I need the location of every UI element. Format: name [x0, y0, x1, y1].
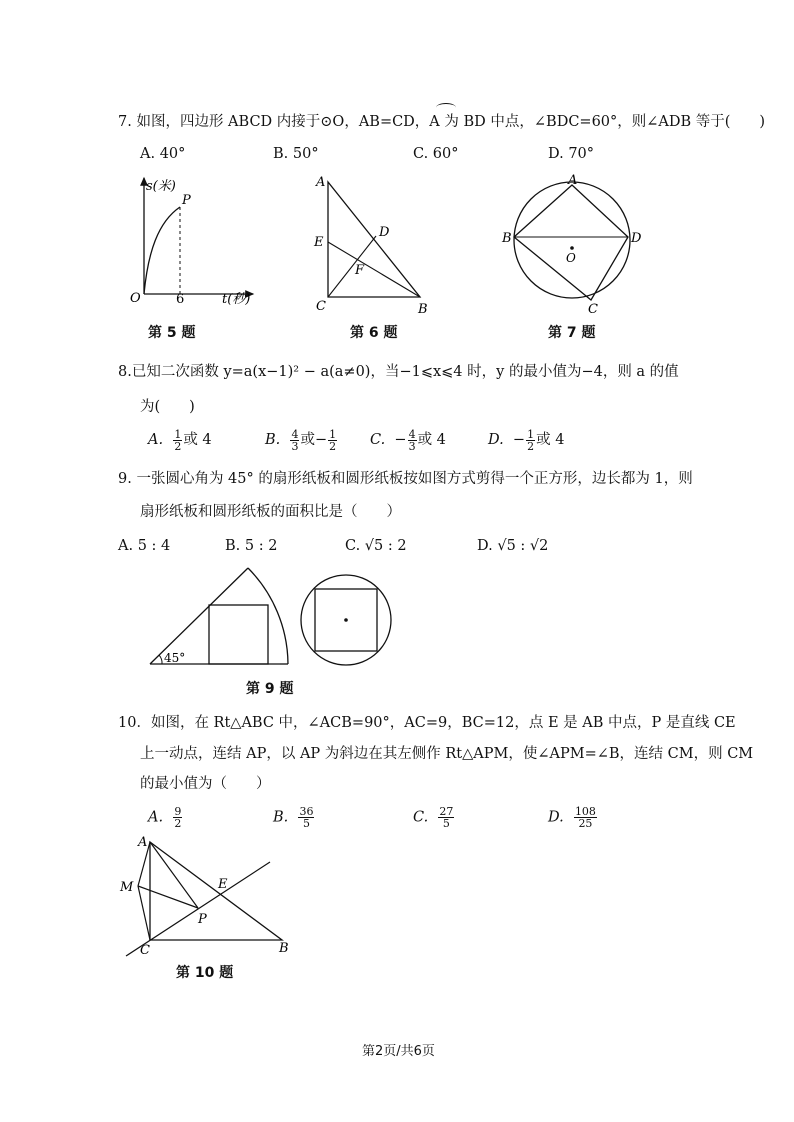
q7-option-a[interactable]: A. 40° [140, 146, 186, 162]
fig5-tick: 6 [176, 292, 185, 307]
svg-text:B: B [418, 302, 428, 317]
svg-text:E: E [218, 877, 228, 892]
q10-stem-line2: 上一动点，连结 AP，以 AP 为斜边在其左侧作 Rt△APM，使∠APM=∠B，连结 CM，则 CM [140, 746, 754, 762]
svg-text:D: D [631, 231, 642, 246]
svg-text:A: A [568, 173, 578, 188]
q8-stem-line1: 8.已知二次函数 y=a(x−1)² − a(a≠0)，当−1⩽x⩽4 时，y 的最小值为−4，则 a 的值 [118, 364, 679, 380]
fig9-caption: 第 9 题 [246, 681, 294, 697]
fig9-angle-label: 45° [164, 651, 186, 665]
svg-text:P: P [198, 912, 207, 927]
fig5-y-label: s(米) [146, 179, 176, 194]
fig5-x-label: t(秒) [222, 292, 251, 307]
q7-option-c[interactable]: C. 60° [413, 146, 459, 162]
q10-option-d[interactable]: D. $\frac{108}{25}$ [548, 805, 596, 830]
q9-option-b[interactable]: B. 5 : 2 [225, 538, 278, 554]
svg-text:F: F [355, 263, 365, 278]
svg-text:O: O [566, 251, 576, 265]
fig5-caption: 第 5 题 [148, 325, 196, 341]
svg-text:C: C [316, 299, 326, 314]
fig10-caption: 第 10 题 [176, 965, 234, 981]
figure-6-triangle [308, 170, 438, 320]
svg-text:A: A [316, 175, 326, 190]
q9-stem-line1: 9. 一张圆心角为 45° 的扇形纸板和圆形纸板按如图方式剪得一个正方形，边长都为 1，则 [118, 471, 693, 487]
q8-option-b[interactable]: B. $\frac{4}{3}$ 或− $\frac{1}{2}$ [265, 427, 337, 453]
fig5-point-p: P [182, 193, 191, 208]
svg-text:C: C [140, 943, 150, 958]
svg-text:M: M [120, 880, 134, 895]
svg-text:A: A [138, 835, 148, 850]
q9-option-c[interactable]: C. √5 : 2 [345, 538, 407, 554]
q8-option-a[interactable]: A. $\frac{1}{2}$ 或 4 [148, 427, 212, 453]
fig6-caption: 第 6 题 [350, 325, 398, 341]
q7-stem: 7. 如图，四边形 ABCD 内接于⊙O，AB=CD，A 为 BD 中点，∠BDC=60°，则∠ADB 等于( ) [118, 114, 766, 130]
figure-9-sector-circle [140, 562, 400, 672]
q10-stem-line1: 10．如图，在 Rt△ABC 中，∠ACB=90°，AC=9，BC=12，点 E 是 AB 中点，P 是直线 CE [118, 715, 736, 731]
q9-stem-line2: 扇形纸板和圆形纸板的面积比是（ ） [140, 504, 401, 520]
q10-option-b[interactable]: B. $\frac{36}{5}$ [273, 805, 314, 830]
q7-option-b[interactable]: B. 50° [273, 146, 319, 162]
q10-option-c[interactable]: C. $\frac{27}{5}$ [413, 805, 454, 830]
svg-text:D: D [379, 225, 390, 240]
svg-text:B: B [502, 231, 512, 246]
q9-option-d[interactable]: D. √5 : √2 [477, 538, 549, 554]
arc-mark [436, 103, 456, 112]
svg-text:C: C [588, 302, 598, 317]
q8-stem-line2: 为( ) [140, 399, 195, 415]
fig7-caption: 第 7 题 [548, 325, 596, 341]
figure-5-graph [118, 172, 268, 312]
q10-option-a[interactable]: A. $\frac{9}{2}$ [148, 805, 182, 830]
svg-text:B: B [279, 941, 289, 956]
q8-option-c[interactable]: C. − $\frac{4}{3}$ 或 4 [370, 427, 446, 453]
figure-7-circle [500, 172, 650, 322]
fig5-origin: O [130, 291, 141, 306]
q7-option-d[interactable]: D. 70° [548, 146, 595, 162]
svg-text:E: E [314, 235, 324, 250]
q9-option-a[interactable]: A. 5 : 4 [118, 538, 171, 554]
q10-stem-line3: 的最小值为（ ） [140, 776, 271, 792]
page-number: 第2页/共6页 [362, 1044, 435, 1059]
figure-10-triangle [112, 832, 292, 962]
q8-option-d[interactable]: D. − $\frac{1}{2}$ 或 4 [488, 427, 565, 453]
